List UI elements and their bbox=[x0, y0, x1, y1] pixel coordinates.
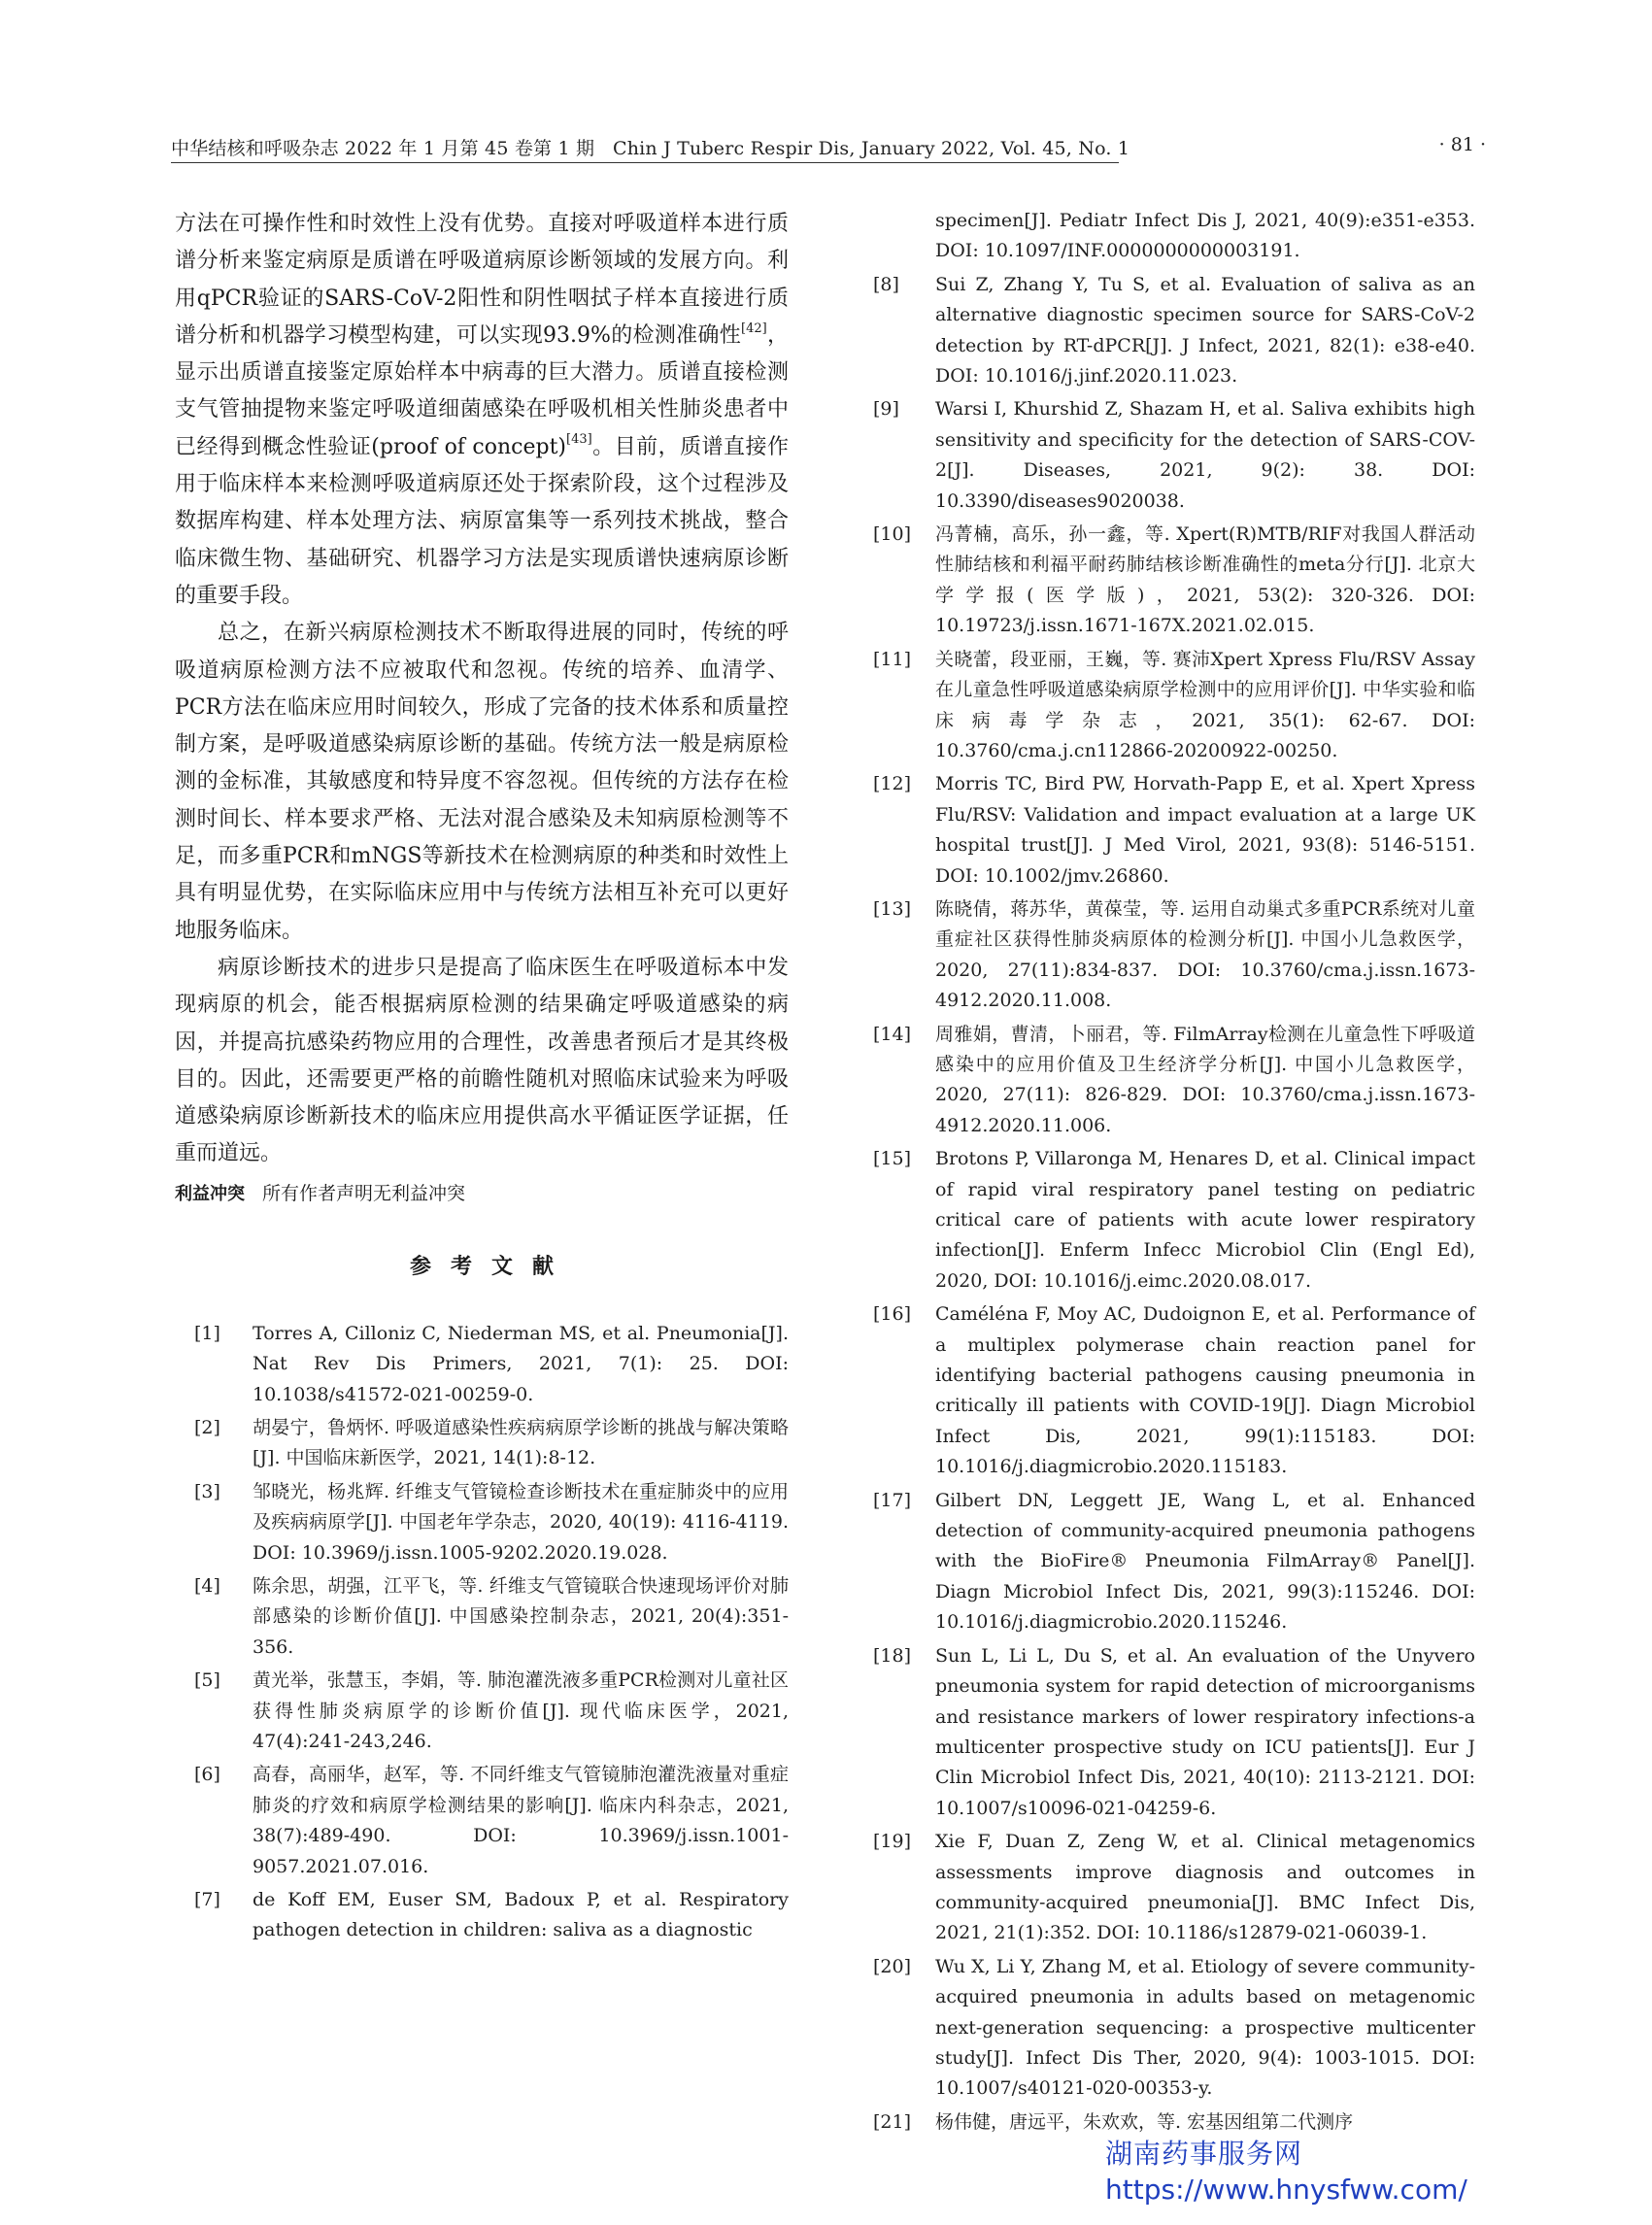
reference-item bbox=[175, 1477, 789, 1568]
citation-43[interactable]: [43] bbox=[566, 432, 592, 448]
reference-text: 陈晓倩，蒋苏华，黄葆莹，等. 运用自动巢式多重PCR系统对儿童重症社区获得性肺炎病原体的检测分析[J]. 中国小儿急救医学，2020, 27(11):834-837. DOI: 10.3760/cma.j.issn.1673-4912.2020.11.008. bbox=[935, 897, 1475, 1012]
reference-text: Gilbert DN, Leggett JE, Wang L, et al. Enhanced detection of community-acquired pneumonia pathogens with the BioFire® Pneumonia FilmArray® Panel[J]. Diagn Microbiol Infect Dis, 2021, 99(3):115246. DOI: 10.1016/j.diagmicrobio.2020.115246. bbox=[935, 1489, 1475, 1634]
reference-number: [2] bbox=[194, 1416, 220, 1438]
reference-text: 黄光举，张慧玉，李娟，等. 肺泡灌洗液多重PCR检测对儿童社区获得性肺炎病原学的诊断价值[J]. 现代临床医学，2021, 47(4):241-243,246. bbox=[253, 1669, 789, 1752]
reference-item bbox=[871, 1299, 1475, 1482]
reference-item bbox=[871, 520, 1475, 642]
page-number: · 81 · bbox=[1438, 134, 1486, 155]
journal-citation bbox=[171, 134, 1129, 160]
reference-item bbox=[871, 769, 1475, 892]
reference-text: 杨伟健，唐远平，朱欢欢，等. 宏基因组第二代测序 bbox=[935, 2110, 1354, 2133]
reference-text: Morris TC, Bird PW, Horvath-Papp E, et al. Xpert Xpress Flu/RSV: Validation and impact evaluation at a large UK hospital trust[J]. J Med Virol, 2021, 93(8): 5146-5151. DOI: 10.1002/jmv.26860. bbox=[935, 773, 1475, 887]
body-paragraph-1: 方法在可操作性和时效性上没有优势。直接对呼吸道样本进行质谱分析来鉴定病原是质谱在呼吸道病原诊断领域的发展方向。利用qPCR验证的SARS-CoV-2阳性和阴性咽拭子样本直接进行质谱分析和机器学习模型构建，可以实现93.9%的检测准确性[42]，显示出质谱直接鉴定原始样本中病毒的巨大潜力。质谱直接检测支气管抽提物来鉴定呼吸道细菌感染在呼吸机相关性肺炎患者中已经得到概念性验证(proof of concept)[43]。目前，质谱直接作用于临床样本来检测呼吸道病原还处于探索阶段，这个过程涉及数据库构建、样本处理方法、病原富集等一系列技术挑战，整合临床微生物、基础研究、机器学习方法是实现质谱快速病原诊断的重要手段。 bbox=[175, 212, 789, 608]
reference-number: [4] bbox=[194, 1574, 220, 1597]
reference-number: [11] bbox=[873, 648, 912, 670]
reference-item bbox=[175, 1666, 789, 1757]
reference-item bbox=[871, 1020, 1475, 1142]
reference-text: 周雅娟，曹清，卜丽君，等. FilmArray检测在儿童急性下呼吸道感染中的应用价值及卫生经济学分析[J]. 中国小儿急救医学，2020, 27(11): 826-829. DOI: 10.3760/cma.j.issn.1673-4912.2020.11.006. bbox=[935, 1023, 1475, 1136]
reference-number: [3] bbox=[194, 1480, 220, 1502]
reference-text: 高春，高丽华，赵军，等. 不同纤维支气管镜肺泡灌洗液量对重症肺炎的疗效和病原学检测结果的影响[J]. 临床内科杂志，2021, 38(7):489-490. DOI: 10.3969/j.issn.1001-9057.2021.07.016. bbox=[253, 1764, 789, 1877]
reference-item bbox=[175, 1571, 789, 1663]
reference-number: [21] bbox=[873, 2110, 912, 2133]
reference-text: Torres A, Cilloniz C, Niederman MS, et al. Pneumonia[J]. Nat Rev Dis Primers, 2021, 7(1): 25. DOI: 10.1038/s41572-021-00259-0. bbox=[253, 1322, 789, 1405]
reference-number: [12] bbox=[873, 773, 912, 795]
reference-item bbox=[175, 1319, 789, 1410]
reference-number: [7] bbox=[194, 1889, 220, 1911]
reference-number: [6] bbox=[194, 1764, 220, 1786]
reference-text: 关晓蕾，段亚丽，王巍，等. 赛沛Xpert Xpress Flu/RSV Assay在儿童急性呼吸道感染病原学检测中的应用评价[J]. 中华实验和临床病毒学杂志，2021, 35(1): 62-67. DOI: 10.3760/cma.j.cn112866-20200922-00250. bbox=[935, 648, 1475, 761]
reference-item bbox=[871, 1486, 1475, 1638]
reference-number: [15] bbox=[873, 1148, 912, 1170]
reference-text: 冯菁楠，高乐，孙一鑫，等. Xpert(R)MTB/RIF对我国人群活动性肺结核和利福平耐药肺结核诊断准确性的meta分行[J]. 北京大学学报(医学版)，2021, 53(2): 320-326. DOI: 10.19723/j.issn.1671-167X.2021.02.015. bbox=[935, 523, 1475, 637]
reference-text: Caméléna F, Moy AC, Dudoignon E, et al. Performance of a multiplex polymerase chain reaction panel for identifying bacterial pathogens causing pneumonia in critically ill patients with COVID-19[J]. Diagn Microbiol Infect Dis, 2021, 99(1):115183. DOI: 10.1016/j.diagmicrobio.2020.115183. bbox=[935, 1303, 1475, 1478]
reference-number: [5] bbox=[194, 1669, 220, 1692]
reference-item bbox=[871, 1827, 1475, 1949]
reference-text: de Koff EM, Euser SM, Badoux P, et al. Respiratory pathogen detection in children: saliva as a diagnostic bbox=[253, 1889, 789, 1941]
left-column bbox=[175, 206, 789, 1949]
reference-item bbox=[175, 1413, 789, 1474]
journal-name-en: Chin J Tuberc Respir Dis, January 2022, Vol. 45, No. 1 bbox=[612, 138, 1130, 159]
references-list-left bbox=[175, 1319, 789, 1946]
reference-item bbox=[871, 894, 1475, 1017]
site-watermark bbox=[1105, 2133, 1494, 2206]
body-paragraph-2: 总之，在新兴病原检测技术不断取得进展的同时，传统的呼吸道病原检测方法不应被取代和忽视。传统的培养、血清学、PCR方法在临床应用时间较久，形成了完备的技术体系和质量控制方案，是呼吸道感染病原诊断的基础。传统方法一般是病原检测的金标准，其敏感度和特异度不容忽视。但传统的方法存在检测时间长、样本要求严格、无法对混合感染及未知病原检测等不足，而多重PCR和mNGS等新技术在检测病原的种类和时效性上具有明显优势，在实际临床应用中与传统方法相互补充可以更好地服务临床。 bbox=[175, 621, 789, 943]
reference-number: [20] bbox=[873, 1955, 912, 1977]
reference-text: Brotons P, Villaronga M, Henares D, et al. Clinical impact of rapid viral respiratory panel testing on pediatric critical care of patients with acute lower respiratory infection[J]. Enferm Infecc Microbiol Clin (Engl Ed), 2020, DOI: 10.1016/j.eimc.2020.08.017. bbox=[935, 1148, 1475, 1292]
reference-item bbox=[175, 1885, 789, 1946]
reference-number: [16] bbox=[873, 1303, 912, 1326]
reference-number: [19] bbox=[873, 1831, 912, 1853]
right-column bbox=[871, 206, 1475, 2141]
conflict-of-interest bbox=[175, 1175, 789, 1213]
reference-text: 邹晓光，杨兆辉. 纤维支气管镜检查诊断技术在重症肺炎中的应用及疾病病原学[J]. 中国老年学杂志，2020, 40(19): 4116-4119. DOI: 10.3969/j.issn.1005-9202.2020.19.028. bbox=[253, 1480, 789, 1564]
reference-item bbox=[871, 270, 1475, 392]
running-header bbox=[171, 132, 1486, 167]
coi-text: 所有作者声明无利益冲突 bbox=[262, 1182, 466, 1204]
reference-number: [10] bbox=[873, 523, 912, 546]
reference-number: [18] bbox=[873, 1644, 912, 1667]
watermark-url[interactable]: https://www.hnysfww.com/ bbox=[1105, 2174, 1467, 2206]
reference-item bbox=[871, 1952, 1475, 2105]
reference-item bbox=[871, 394, 1475, 517]
reference-text: Xie F, Duan Z, Zeng W, et al. Clinical metagenomics assessments improve diagnosis and outcomes in community-acquired pneumonia[J]. BMC Infect Dis, 2021, 21(1):352. DOI: 10.1186/s12879-021-06039-1. bbox=[935, 1831, 1475, 1944]
reference-text: 胡晏宁，鲁炳怀. 呼吸道感染性疾病病原学诊断的挑战与解决策略[J]. 中国临床新医学，2021, 14(1):8-12. bbox=[253, 1416, 789, 1469]
citation-42[interactable]: [42] bbox=[741, 320, 767, 336]
reference-text: Wu X, Li Y, Zhang M, et al. Etiology of severe community-acquired pneumonia in adults based on metagenomic next-generation sequencing: a prospective multicenter study[J]. Infect Dis Ther, 2020, 9(4): 1003-1015. DOI: 10.1007/s40121-020-00353-y. bbox=[935, 1955, 1475, 2100]
reference-item bbox=[175, 1760, 789, 1882]
reference-text: 陈余思，胡强，江平飞，等. 纤维支气管镜联合快速现场评价对肺部感染的诊断价值[J]. 中国感染控制杂志，2021, 20(4):351-356. bbox=[253, 1574, 789, 1658]
reference-text: Sun L, Li L, Du S, et al. An evaluation of the Unyvero pneumonia system for rapid detection of microorganisms and resistance markers of lower respiratory infections-a multicenter prospective study on ICU patients[J]. Eur J Clin Microbiol Infect Dis, 2021, 40(10): 2113-2121. DOI: 10.1007/s10096-021-04259-6. bbox=[935, 1644, 1475, 1819]
reference-item bbox=[871, 1641, 1475, 1824]
reference-item bbox=[871, 645, 1475, 767]
reference-number: [13] bbox=[873, 897, 912, 920]
body-paragraph-3: 病原诊断技术的进步只是提高了临床医生在呼吸道标本中发现病原的机会，能否根据病原检测的结果确定呼吸道感染的病因，并提高抗感染药物应用的合理性，改善患者预后才是其终极目的。因此，还需要更严格的前瞻性随机对照临床试验来为呼吸道感染病原诊断新技术的临床应用提供高水平循证医学证据，任重而道远。 bbox=[175, 955, 789, 1166]
reference-number: [8] bbox=[873, 273, 899, 295]
references-heading: 参考文献 bbox=[409, 1254, 573, 1279]
reference-number: [9] bbox=[873, 398, 899, 421]
reference-item bbox=[871, 1144, 1475, 1297]
header-rule bbox=[171, 162, 1119, 163]
reference-7-continued: specimen[J]. Pediatr Infect Dis J, 2021, 40(9):e351-e353. DOI: 10.1097/INF.0000000000003191. bbox=[935, 210, 1475, 262]
coi-label: 利益冲突 bbox=[175, 1183, 245, 1204]
reference-number: [17] bbox=[873, 1489, 912, 1511]
journal-name-cn: 中华结核和呼吸杂志 2022 年 1 月第 45 卷第 1 期 bbox=[171, 138, 595, 159]
reference-text: Sui Z, Zhang Y, Tu S, et al. Evaluation of saliva as an alternative diagnostic specimen source for SARS-CoV-2 detection by RT-dPCR[J]. J Infect, 2021, 82(1): e38-e40. DOI: 10.1016/j.jinf.2020.11.023. bbox=[935, 273, 1475, 388]
reference-text: Warsi I, Khurshid Z, Shazam H, et al. Saliva exhibits high sensitivity and specificity for the detection of SARS-COV-2[J]. Diseases, 2021, 9(2): 38. DOI: 10.3390/diseases9020038. bbox=[935, 398, 1475, 512]
watermark-site-name: 湖南药事服务网 bbox=[1105, 2138, 1303, 2170]
reference-number: [1] bbox=[194, 1322, 220, 1344]
references-list-right bbox=[871, 270, 1475, 2138]
reference-number: [14] bbox=[873, 1023, 912, 1045]
